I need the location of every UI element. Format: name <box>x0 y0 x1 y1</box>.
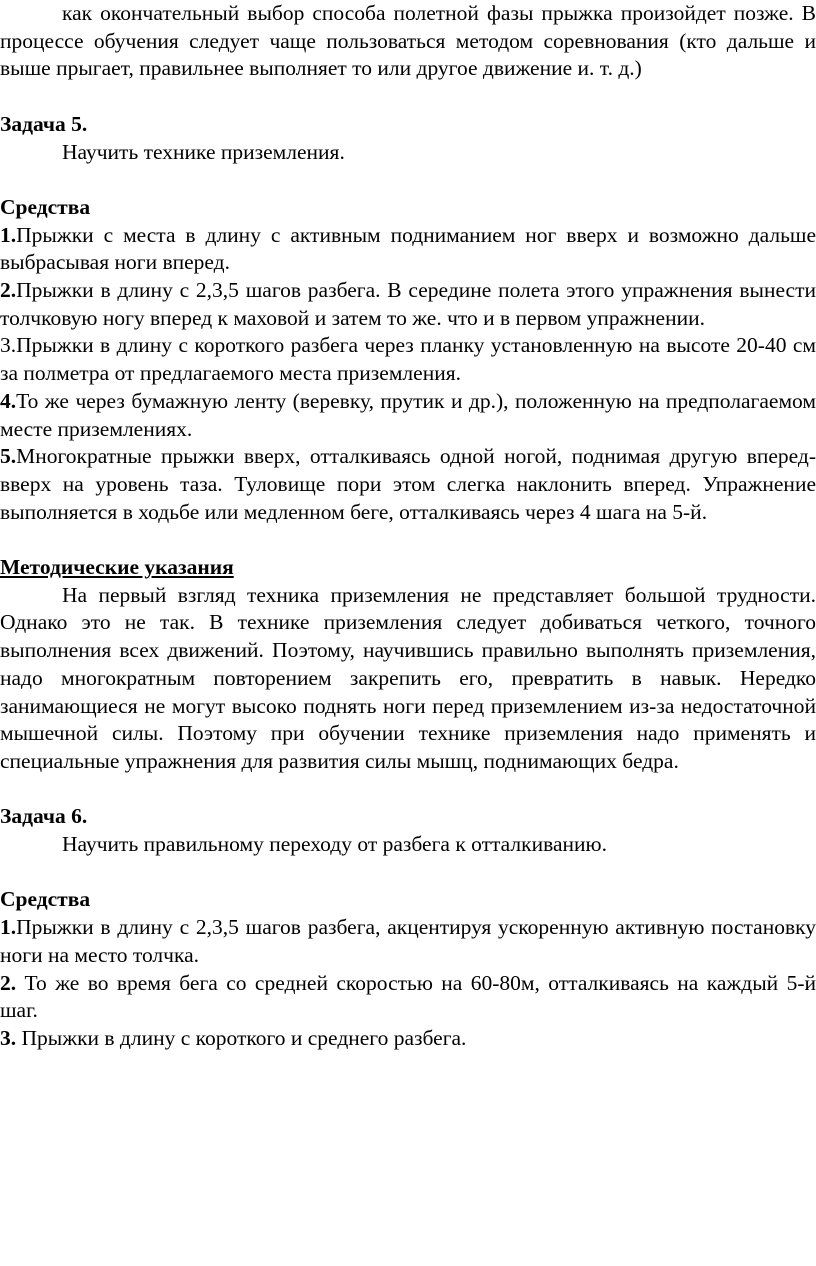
item-number: 3. <box>0 333 17 358</box>
item-text: Прыжки в длину с короткого разбега через планку установленную на высоте 20-40 см за полметра от предлагаемого места приземления. <box>0 333 816 386</box>
means6-item-1 <box>0 914 816 969</box>
methods-title <box>0 554 816 582</box>
item-text: Прыжки в длину с 2,3,5 шагов разбега, акцентируя ускоренную активную постановку ноги на место толчка. <box>0 915 816 967</box>
means5-item-2 <box>0 277 816 332</box>
item-number: 3. <box>0 1025 17 1050</box>
item-number: 4. <box>0 388 17 413</box>
item-text: Прыжки с места в длину с активным подниманием ног вверх и возможно дальше выбрасывая ноги вперед. <box>0 222 816 275</box>
intro-paragraph: как окончательный выбор способа полетной фазы прыжка произойдет позже. В процессе обучения следует чаще пользоваться методом соревнования (кто дальше и выше прыгает, правильнее выполняет то или другое движение и. т. д.) <box>0 1 816 81</box>
item-number: 2. <box>0 970 17 995</box>
item-number: 5. <box>0 444 17 469</box>
means6-item-2 <box>0 970 816 1025</box>
means6-item-3 <box>0 1025 816 1053</box>
task6-goal: Научить правильному переходу от разбега к отталкиванию. <box>62 832 607 857</box>
methods-paragraph: На первый взгляд техника приземления не представляет большой трудности. Однако это не так. В технике приземления следует добиваться четкого, точного выполнения всех движений. Поэтому, научившись правильно выполнять приземления, надо многократным повторением закрепить его, превратить в навык. Нередко занимающиеся не могут высоко поднять ноги перед приземлением из-за недостаточной мышечной силы. Поэтому при обучении технике приземления надо применять и специальные упражнения для развития силы мышц, поднимающих бедра. <box>0 582 816 773</box>
means5-item-3 <box>0 332 816 387</box>
means5-item-1 <box>0 222 816 277</box>
means5-item-4 <box>0 388 816 443</box>
item-text: Прыжки в длину с 2,3,5 шагов разбега. В середине полета этого упражнения вынести толчковую ногу вперед к маховой и затем то же. что и в первом упражнении. <box>0 278 816 330</box>
item-number: 1. <box>0 222 17 247</box>
means5-item-5 <box>0 443 816 526</box>
spacer <box>0 83 816 111</box>
item-text: То же во время бега со средней скоростью на 60-80м, отталкиваясь на каждый 5-й шаг. <box>0 970 816 1023</box>
task5-goal: Научить технике приземления. <box>62 139 345 164</box>
spacer <box>0 776 816 804</box>
item-number: 2. <box>0 278 17 302</box>
item-number: 1. <box>0 915 17 940</box>
item-text: Многократные прыжки вверх, отталкиваясь одной ногой, поднимая другую вперед-вверх на уровень таза. Туловище пори этом слегка наклонить вперед. Упражнение выполняется в ходьбе или медленном беге, отталкиваясь через 4 шага на 5-й. <box>0 444 816 524</box>
task6-title: Задача 6. <box>0 804 88 829</box>
task5-title: Задача 5. <box>0 111 88 136</box>
item-text: Прыжки в длину с короткого и среднего разбега. <box>16 1025 467 1050</box>
methods-title-text: Методические указания <box>0 555 234 580</box>
spacer <box>0 166 816 194</box>
spacer <box>0 859 816 887</box>
spacer <box>0 526 816 554</box>
means5-title: Средства <box>0 194 91 219</box>
means6-title: Средства <box>0 887 91 912</box>
item-text: То же через бумажную ленту (веревку, прутик и др.), положенную на предполагаемом месте приземлениях. <box>0 388 816 441</box>
